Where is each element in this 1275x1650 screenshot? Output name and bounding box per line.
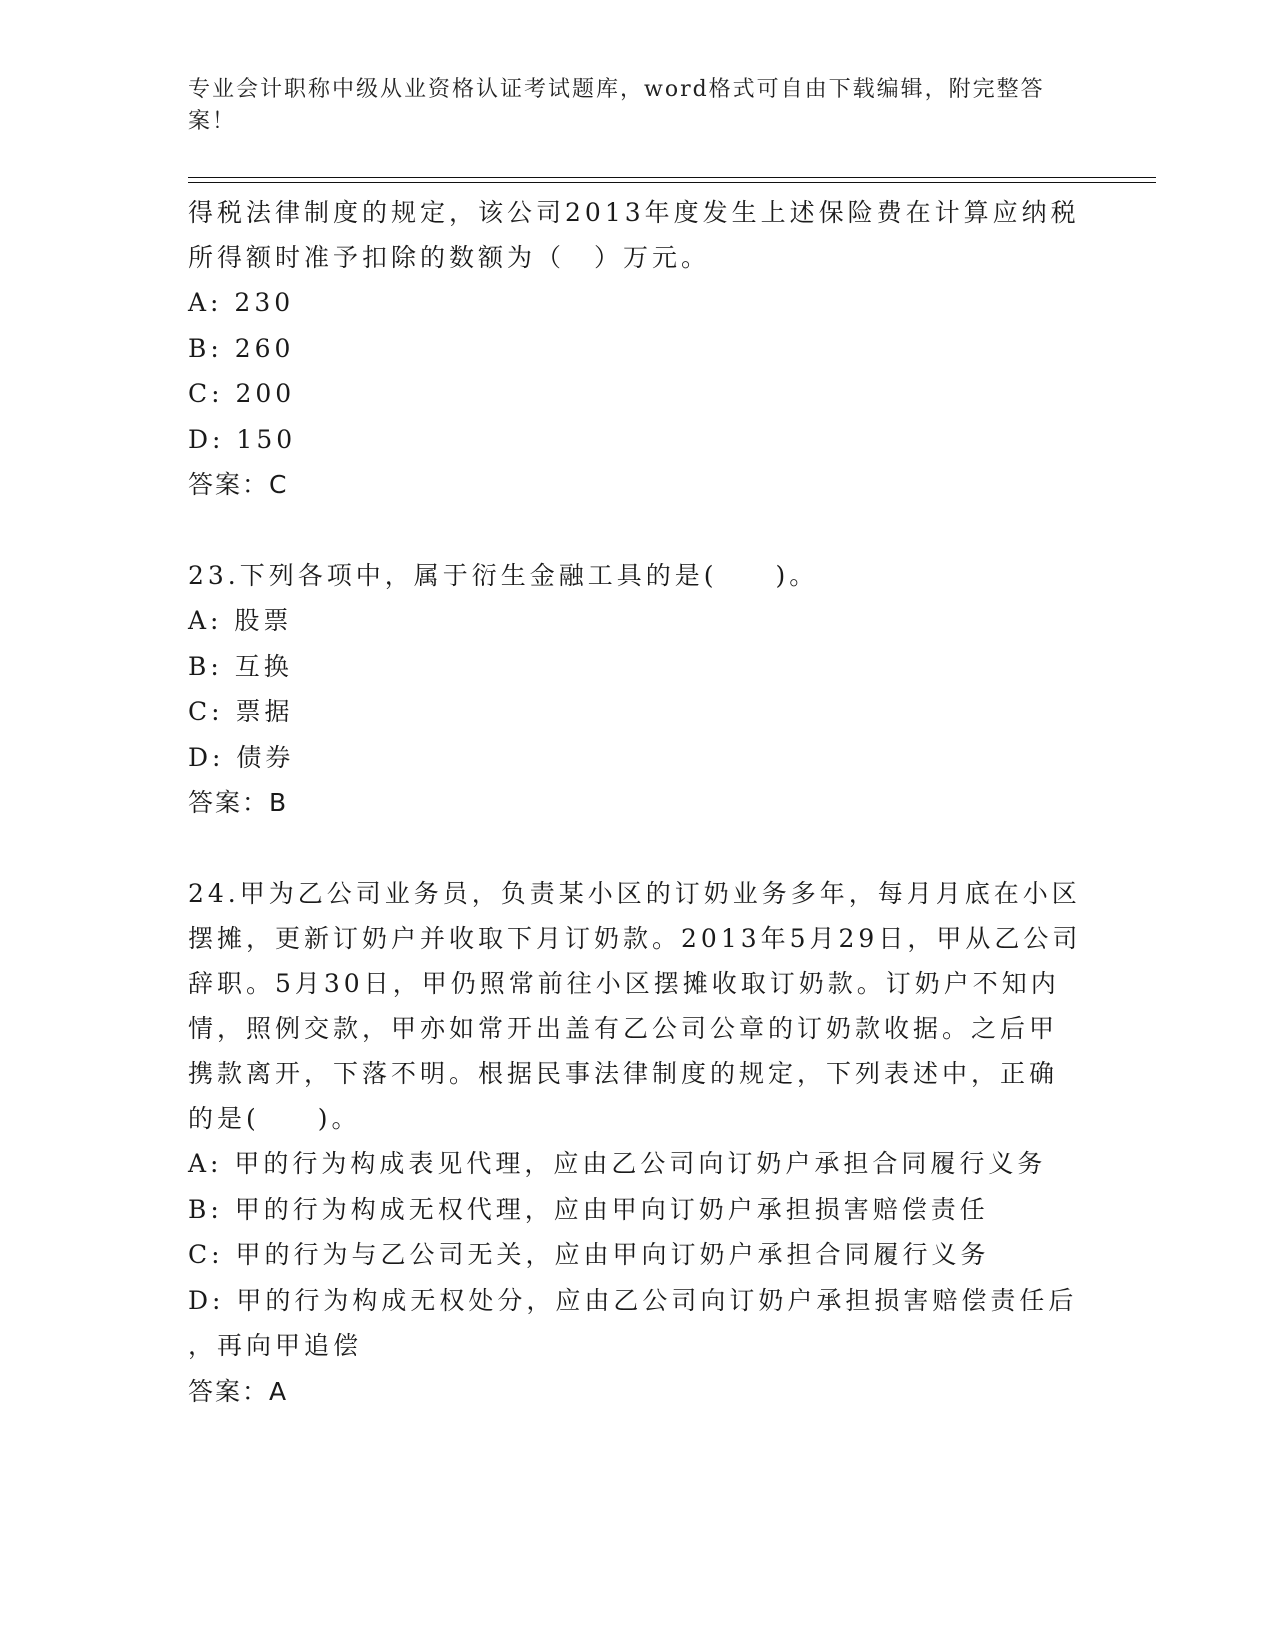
question-text-line: 情，照例交款，甲亦如常开出盖有乙公司公章的订奶款收据。之后甲 xyxy=(188,1014,1059,1043)
answer-line: 答案：C xyxy=(188,470,289,499)
answer-line: 答案：B xyxy=(188,788,289,817)
question-text-line: 所得额时准予扣除的数额为（ ）万元。 xyxy=(188,243,711,272)
option-c: C: 甲的行为与乙公司无关，应由甲向订奶户承担合同履行义务 xyxy=(188,1240,990,1269)
question-text-line: 携款离开，下落不明。根据民事法律制度的规定，下列表述中，正确 xyxy=(188,1059,1059,1088)
option-b: B: 互换 xyxy=(188,651,293,681)
option-d-continuation: ，再向甲追偿 xyxy=(188,1331,363,1360)
question-text-line: 辞职。5月30日，甲仍照常前往小区摆摊收取订奶款。订奶户不知内 xyxy=(188,969,1060,998)
option-d: D: 甲的行为构成无权处分，应由乙公司向订奶户承担损害赔偿责任后 xyxy=(188,1285,1078,1315)
question-block xyxy=(188,553,1088,825)
option-a: A: 甲的行为构成表见代理，应由乙公司向订奶户承担合同履行义务 xyxy=(188,1149,1047,1178)
option-a: A: 230 xyxy=(188,288,295,317)
question-text-line: 摆摊，更新订奶户并收取下月订奶款。2013年5月29日，甲从乙公司 xyxy=(188,924,1082,953)
header-divider xyxy=(188,177,1156,183)
option-b: B: 甲的行为构成无权代理，应由甲向订奶户承担损害赔偿责任 xyxy=(188,1194,989,1224)
question-block xyxy=(188,871,1088,1414)
question-text-line: 的是( )。 xyxy=(188,1104,361,1133)
option-d: D: 150 xyxy=(188,424,297,454)
question-block xyxy=(188,190,1088,507)
question-text-line: 23.下列各项中，属于衍生金融工具的是( )。 xyxy=(188,561,819,590)
answer-line: 答案：A xyxy=(188,1376,289,1406)
option-b: B: 260 xyxy=(188,333,295,363)
option-a: A: 股票 xyxy=(188,606,293,635)
option-c: C: 200 xyxy=(188,379,296,408)
option-d: D: 债券 xyxy=(188,742,295,772)
question-text-line: 得税法律制度的规定，该公司2013年度发生上述保险费在计算应纳税 xyxy=(188,198,1080,227)
question-text-line: 24.甲为乙公司业务员，负责某小区的订奶业务多年，每月月底在小区 xyxy=(188,879,1081,908)
page-header: 专业会计职称中级从业资格认证考试题库，word格式可自由下载编辑，附完整答案！ xyxy=(188,77,1045,134)
document-body xyxy=(188,190,1088,1414)
option-c: C: 票据 xyxy=(188,697,294,726)
